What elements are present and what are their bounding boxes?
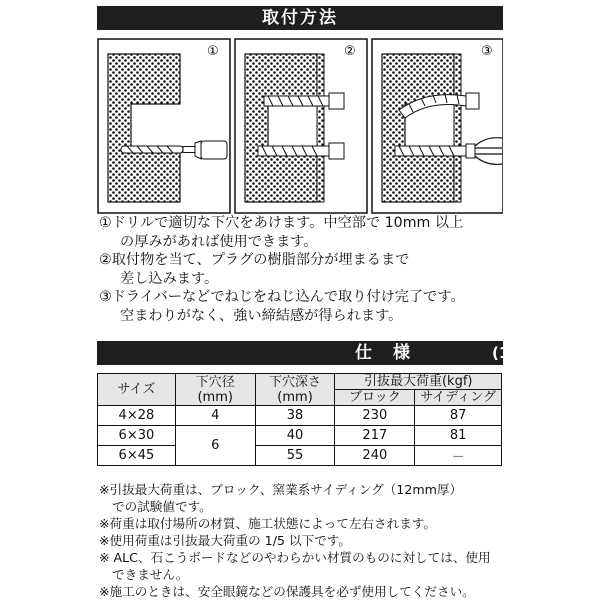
table-row (98, 426, 502, 446)
col-header-max-load: 引抜最大荷重(kgf) (335, 374, 502, 390)
notes (99, 481, 519, 600)
step-3-line-2: 空まわりがなく、強い締結感が得られます。 (120, 307, 403, 324)
panel-number: ① (207, 44, 219, 59)
cell-block: 240 (335, 446, 415, 466)
panel-1 (98, 39, 230, 213)
cell-hole-depth: 40 (255, 426, 335, 446)
col-header-hole-dia (175, 374, 255, 406)
cell-block: 230 (335, 406, 415, 426)
table-row (98, 446, 502, 466)
panel-3 (372, 39, 503, 213)
panel-number: ② (344, 44, 356, 59)
step-3-line-1: ③ドライバーなどでねじをねじ込んで取り付け完了です。 (99, 289, 465, 306)
step-1-line-2: の厚みがあれば使用できます。 (120, 233, 318, 250)
col-header-hole-dia-unit: (mm) (197, 389, 233, 405)
cell-siding: 81 (415, 426, 502, 446)
col-header-siding: サイディング (415, 390, 502, 406)
col-header-size: サイズ (98, 374, 176, 406)
panel-2 (235, 39, 367, 213)
installation-diagram (97, 38, 503, 214)
cell-size: 6×45 (98, 446, 176, 466)
step-1-line-1: ①ドリルで適切な下穴をあけます。中空部で 10mm 以上 (99, 215, 464, 231)
table-row (98, 406, 502, 426)
col-header-hole-dia-label: 下穴径 (195, 374, 235, 390)
spec-table (97, 373, 502, 466)
note-4-line-2: できません。 (112, 567, 189, 582)
section-header-installation (97, 6, 503, 30)
spec-title: 仕 様 (355, 343, 412, 363)
cell-block: 217 (335, 426, 415, 446)
note-3: ※使用荷重は引抜最大荷重の 1/5 以下です。 (99, 533, 351, 548)
col-header-block: ブロック (335, 390, 415, 406)
note-1-line-1: ※引抜最大荷重は、ブロック、窯業系サイディング（12mm厚） (99, 482, 463, 497)
cell-hole-dia: 4 (175, 406, 255, 426)
cell-hole-depth: 38 (255, 406, 335, 426)
section-header-specs (97, 341, 596, 365)
plug-screw-icon (395, 144, 475, 158)
cell-siding: 87 (415, 406, 502, 426)
col-header-hole-depth-unit: (mm) (277, 389, 313, 405)
spec-unit-note: (1kgf≒9.8N) (492, 344, 596, 362)
panel-number: ③ (481, 44, 493, 59)
note-5: ※施工のときは、安全眼鏡などの保護具を必ず使用してください。 (99, 584, 475, 599)
cell-size: 4×28 (98, 406, 176, 426)
cell-hole-dia: 6 (175, 426, 255, 466)
installation-steps (99, 214, 509, 326)
note-1-line-2: での試験値です。 (112, 499, 212, 514)
step-2-line-1: ②取付物を当て、プラグの樹脂部分が埋まるまで (99, 252, 410, 269)
col-header-hole-depth (255, 374, 335, 406)
section-title: 取付方法 (262, 8, 338, 28)
cell-siding: － (415, 446, 502, 466)
note-2: ※荷重は取付場所の材質、施工状態によって左右されます。 (99, 516, 436, 531)
cell-hole-depth: 55 (255, 446, 335, 466)
step-2-line-2: 差し込みます。 (120, 270, 219, 287)
note-4-line-1: ※ ALC、石こうボードなどのやわらかい材質のものに対しては、使用 (99, 550, 491, 565)
col-header-hole-depth-label: 下穴深さ (269, 374, 322, 390)
cell-size: 6×30 (98, 426, 176, 446)
